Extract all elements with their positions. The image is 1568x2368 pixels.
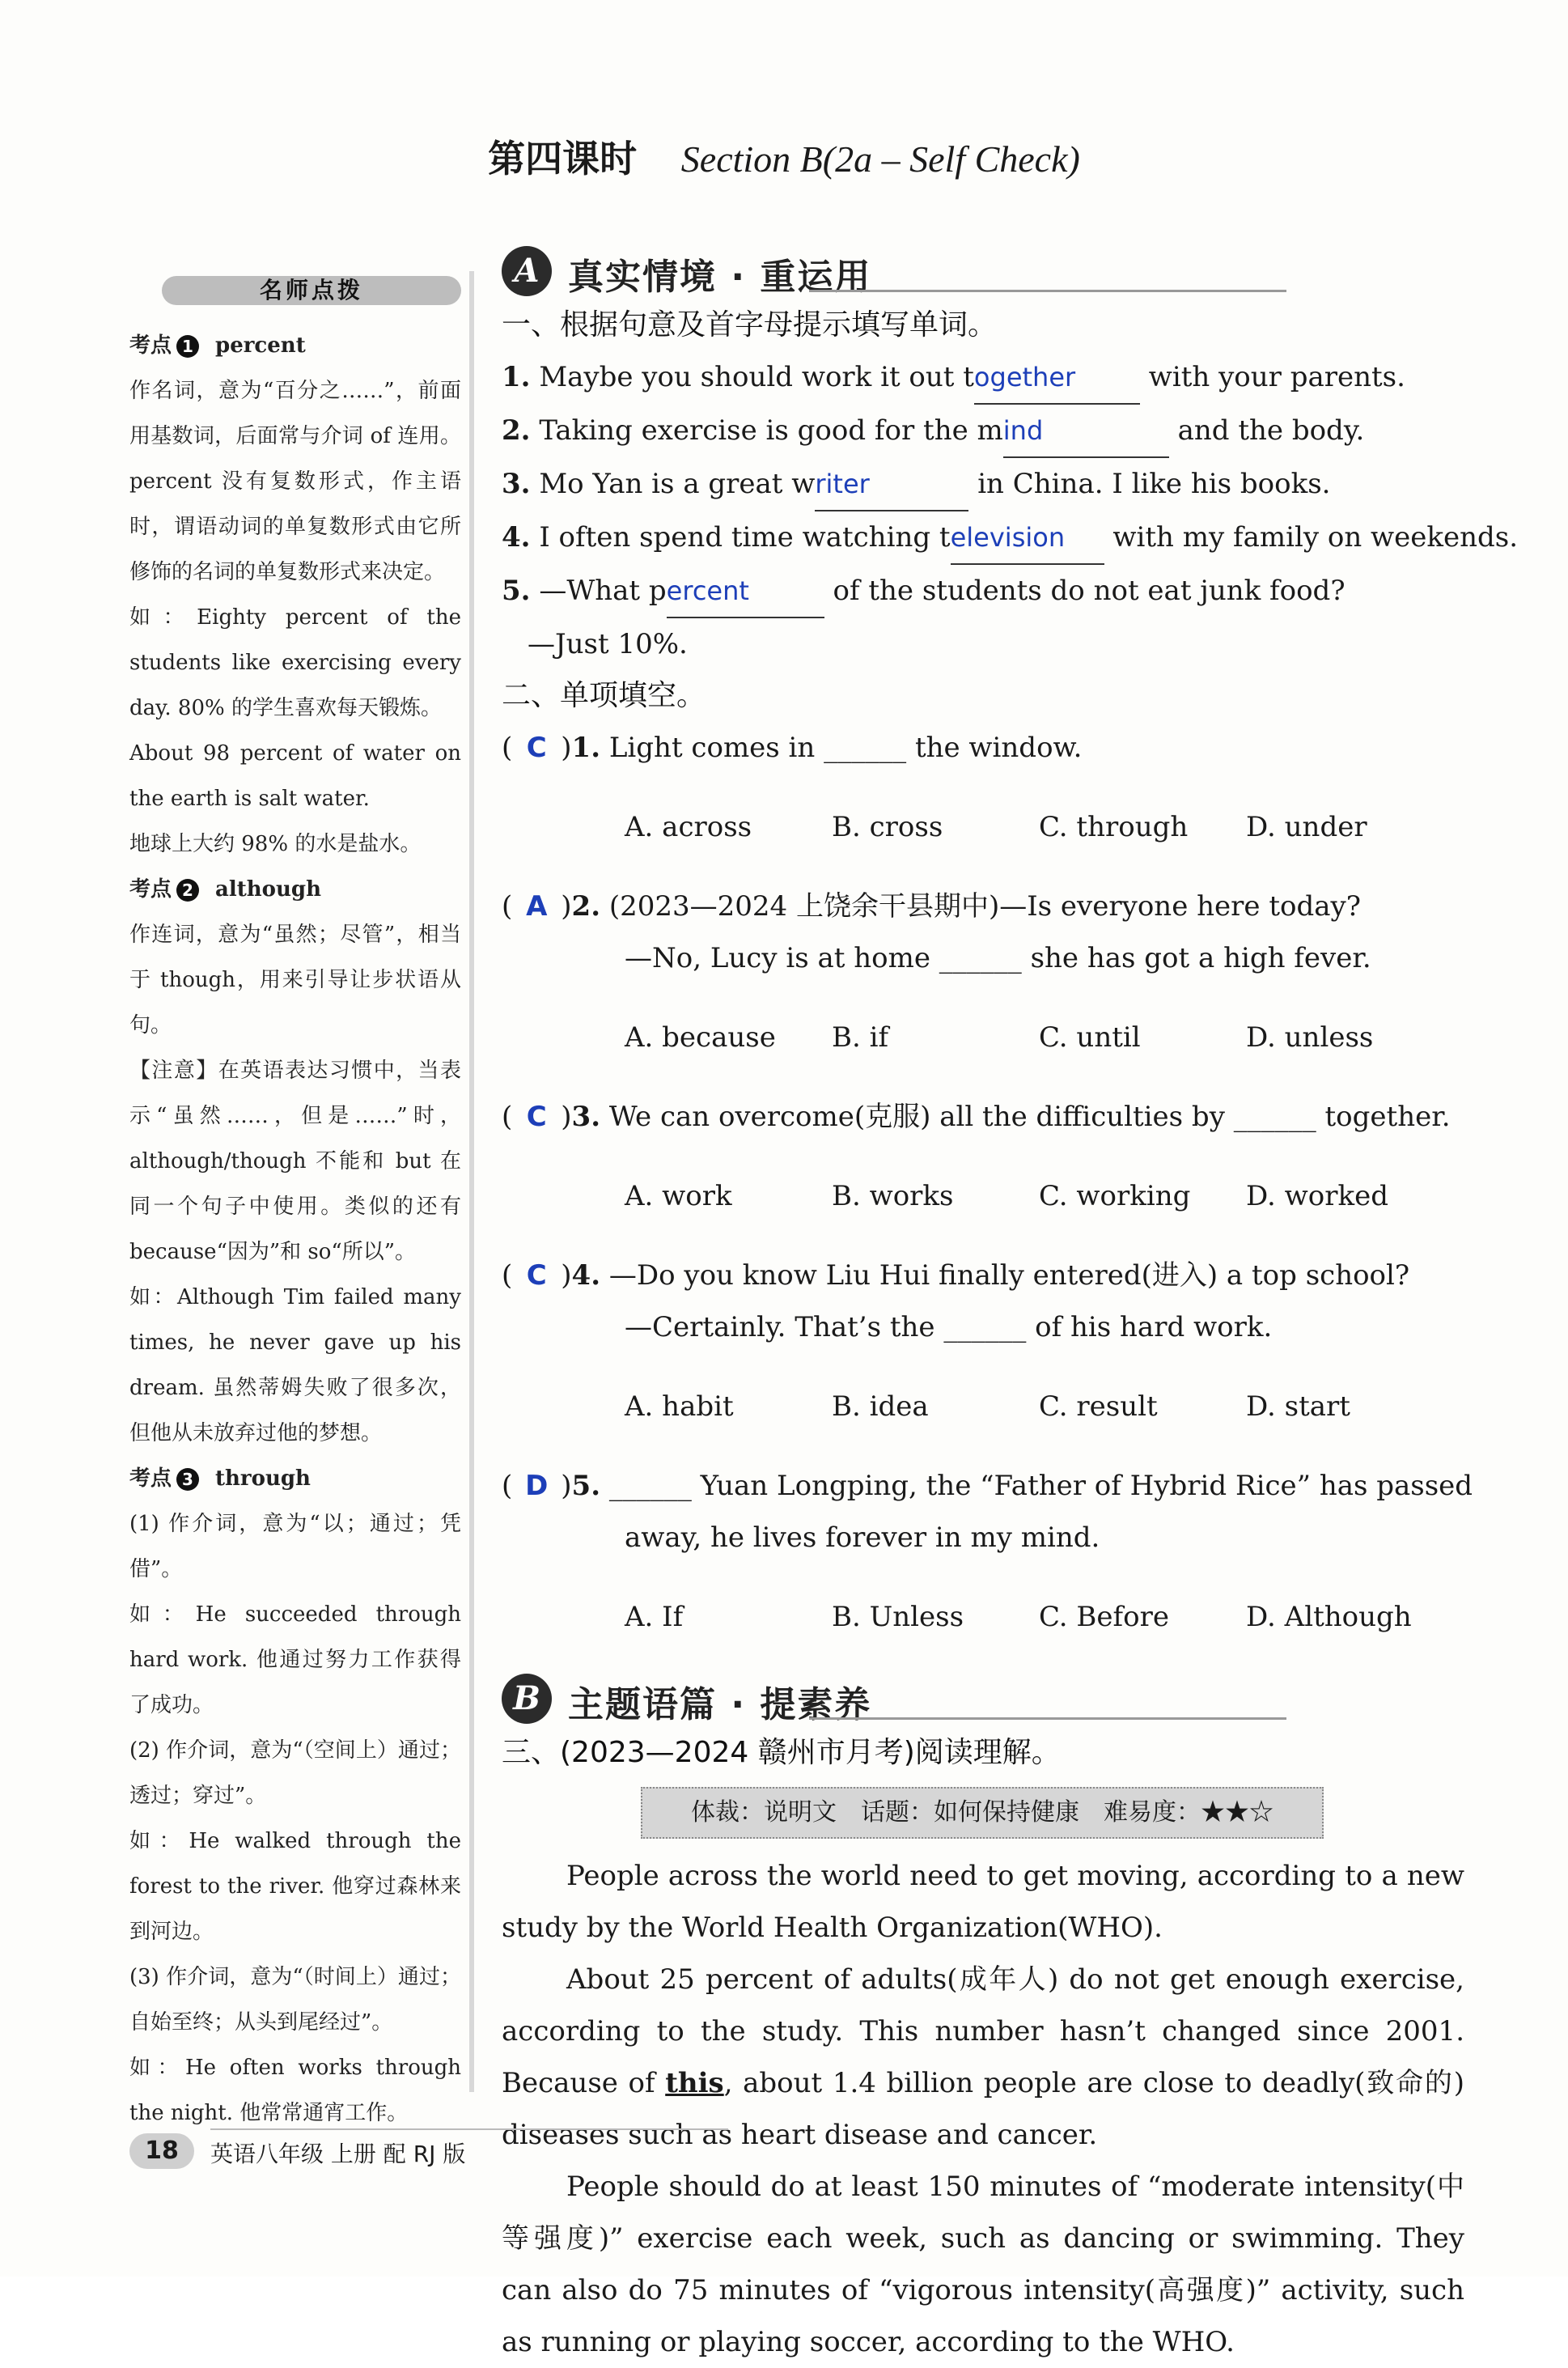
option[interactable]: C. working: [1039, 1180, 1191, 1212]
page-number: 18: [129, 2133, 194, 2169]
answer-text: riter: [815, 469, 870, 499]
section-a-badge: A: [502, 246, 552, 296]
mc-question-4-line-2: —Certainly. That’s the ______ of his hard work.: [625, 1311, 1273, 1343]
divider: [809, 1717, 1286, 1720]
part-2-heading: 二、单项填空。: [502, 679, 706, 712]
selected-answer[interactable]: C: [526, 1101, 547, 1133]
keypoint-2-heading: [129, 867, 461, 912]
mc-question-1: ( C )1. Light comes in ______ the window.: [502, 732, 1083, 764]
option[interactable]: D. unless: [1246, 1021, 1374, 1054]
keypoint-2-text: 作连词，意为“虽然；尽管”，相当于 though，用来引导让步状语从句。: [129, 923, 461, 1038]
item-text: —What p: [539, 575, 667, 607]
mc-question-5-line-2: away, he lives forever in my mind.: [625, 1521, 1100, 1554]
selected-answer[interactable]: C: [526, 732, 547, 764]
keypoint-3-sense-2-example: 如：He walked through the forest to the river. 他穿过森林来到河边。: [129, 1829, 461, 1944]
item-text: of the students do not eat junk food?: [833, 575, 1346, 607]
item-text: Mo Yan is a great w: [539, 468, 816, 500]
item-text: and the body.: [1177, 414, 1365, 447]
keypoint-1-text: 作名词，意为“百分之……”，前面用基数词，后面常与介词 of 连用。percent 没有复数形式，作主语时，谓语动词的单复数形式由它所修饰的名词的单复数形式来决定。: [129, 379, 461, 584]
item-number: 2.: [502, 414, 531, 447]
part-3-heading: 三、(2023—2024 赣州市月考)阅读理解。: [502, 1736, 1061, 1769]
option[interactable]: B. idea: [832, 1390, 929, 1423]
answer-blank[interactable]: [815, 458, 968, 511]
part-1-heading: 一、根据句意及首字母提示填写单词。: [502, 308, 998, 342]
keypoint-number: 2: [176, 879, 199, 902]
keypoint-number: 3: [176, 1468, 199, 1491]
mc-question-3: ( C )3. We can overcome(克服) all the difficulties by ______ together.: [502, 1101, 1451, 1133]
option[interactable]: D. worked: [1246, 1180, 1388, 1212]
question-stem: We can overcome(克服) all the difficulties by ______ together.: [608, 1101, 1451, 1133]
keypoint-label: 考点: [129, 1466, 172, 1491]
selected-answer[interactable]: C: [526, 1259, 547, 1292]
item-number: 3.: [502, 468, 531, 500]
option[interactable]: B. cross: [832, 811, 943, 843]
sidebar-header: [129, 271, 469, 310]
keypoint-word: percent: [215, 333, 306, 358]
option[interactable]: A. If: [625, 1601, 684, 1633]
passage-paragraph-1: People across the world need to get moving, according to a new study by the World Health Organization(WHO).: [502, 1860, 1464, 1944]
item-text: with your parents.: [1148, 361, 1405, 393]
option[interactable]: D. under: [1246, 811, 1367, 843]
section-b-title: 主题语篇 · 提素养: [568, 1684, 872, 1725]
keypoint-label: 考点: [129, 333, 172, 358]
item-text: with my family on weekends.: [1112, 521, 1519, 554]
answer-text: ogether: [973, 362, 1076, 393]
page-footer: [129, 2128, 599, 2177]
answer-blank[interactable]: [951, 511, 1104, 565]
option[interactable]: A. because: [625, 1021, 776, 1054]
mc-question-2: ( A )2. (2023—2024 上饶余干县期中)—Is everyone here today?: [502, 890, 1361, 923]
option[interactable]: D. start: [1246, 1390, 1350, 1423]
question-stem: ______ Yuan Longping, the “Father of Hybrid Rice” has passed: [608, 1470, 1473, 1502]
section-a-header: [502, 243, 1464, 299]
section-a-title: 真实情境 · 重运用: [568, 257, 872, 298]
keypoint-word: although: [215, 877, 321, 902]
underlined-word: this: [665, 2067, 724, 2099]
keypoint-word: through: [215, 1466, 311, 1491]
passage-paragraph-3: People should do at least 150 minutes of “moderate intensity(中等强度)” exercise each week, such as dancing or swimming. They can also do 75 minutes of “vigorous intensity(高强度)” activity, such as running or playing soccer, according to the WHO.: [502, 2171, 1464, 2358]
section-b-header: [502, 1670, 1464, 1727]
keypoint-3-sense-3: (3) 作介词，意为“（时间上）通过；自始至终；从头到尾经过”。: [129, 1965, 461, 2035]
option[interactable]: D. Although: [1246, 1601, 1412, 1633]
answer-blank[interactable]: [974, 351, 1140, 405]
item-text: Taking exercise is good for the m: [539, 414, 1003, 447]
paragraph-text: About 25 percent of adults(成年人) do not get enough exercise, according to the study. This number hasn’t changed since 2001. Because of: [502, 1963, 1464, 2099]
keypoint-1-example-1: 如：Eighty percent of the students like exercising every day. 80% 的学生喜欢每天锻炼。: [129, 605, 461, 720]
item-number: 2.: [571, 890, 601, 923]
fill-item-5: [502, 565, 1464, 618]
selected-answer[interactable]: A: [526, 890, 548, 923]
keypoint-2-note: 【注意】在英语表达习惯中，当表示“虽然……，但是……”时，although/though 不能和 but 在同一个句子中使用。类似的还有 because“因为”和 so“所以”。: [129, 1059, 461, 1264]
mc-question-5: ( D )5. ______ Yuan Longping, the “Father of Hybrid Rice” has passed: [502, 1470, 1473, 1502]
mc-options-5: [502, 1591, 1464, 1643]
sidebar-body: [129, 323, 469, 2136]
question-stem: Light comes in ______ the window.: [608, 732, 1083, 764]
option[interactable]: B. works: [832, 1180, 954, 1212]
fill-item-1: [502, 351, 1464, 405]
mc-options-3: [502, 1170, 1464, 1222]
answer-blank[interactable]: [667, 565, 824, 618]
sidebar-title: 名师点拨: [162, 276, 461, 305]
item-text: I often spend time watching t: [539, 521, 951, 554]
book-info: 英语八年级 上册 配 RJ 版: [210, 2141, 466, 2167]
selected-answer[interactable]: D: [525, 1470, 549, 1502]
option[interactable]: A. habit: [625, 1390, 734, 1423]
option[interactable]: A. across: [625, 811, 752, 843]
page-title: [0, 129, 1568, 183]
mc-options-2: [502, 1012, 1464, 1063]
mc-options-1: [502, 801, 1464, 853]
question-stem: (2023—2024 上饶余干县期中)—Is everyone here today?: [608, 890, 1361, 923]
keypoint-3-heading: [129, 1456, 461, 1501]
option[interactable]: C. result: [1039, 1390, 1158, 1423]
item-number: 1.: [571, 732, 601, 764]
main-column: [502, 243, 1519, 2368]
teacher-tips-sidebar: [129, 271, 474, 2125]
keypoint-number: 1: [176, 335, 199, 358]
option[interactable]: B. if: [832, 1021, 889, 1054]
paragraph-text: , about 1.4 billion people are close to deadly(致命的) diseases such as heart disease and cancer.: [502, 2067, 1464, 2151]
item-number: 5.: [502, 575, 531, 607]
option[interactable]: A. work: [625, 1180, 732, 1212]
mc-question-2-line-2: —No, Lucy is at home ______ she has got a high fever.: [625, 942, 1371, 974]
question-stem: —Do you know Liu Hui finally entered(进入) a top school?: [608, 1259, 1410, 1292]
mc-question-4: ( C )4. —Do you know Liu Hui finally entered(进入) a top school?: [502, 1259, 1410, 1292]
option[interactable]: C. through: [1039, 811, 1189, 843]
fill-item-2: [502, 405, 1464, 458]
keypoint-1-example-2: About 98 percent of water on the earth is salt water.: [129, 741, 461, 811]
item-text: in China. I like his books.: [977, 468, 1331, 500]
title-chinese: 第四课时: [488, 137, 638, 180]
section-b-badge: B: [502, 1674, 552, 1724]
item-number: 4.: [571, 1259, 601, 1292]
item-number: 1.: [502, 361, 531, 393]
option[interactable]: C. Before: [1039, 1601, 1169, 1633]
item-text: Maybe you should work it out t: [539, 361, 974, 393]
footer-rule: [210, 2128, 728, 2130]
option[interactable]: B. Unless: [832, 1601, 964, 1633]
keypoint-3-sense-3-example: 如：He often works through the night. 他常常通宵工作。: [129, 2056, 461, 2125]
answer-blank[interactable]: [1003, 405, 1169, 458]
mc-options-4: [502, 1381, 1464, 1432]
keypoint-3-sense-1-example: 如：He succeeded through hard work. 他通过努力工作获得了成功。: [129, 1602, 461, 1717]
keypoint-label: 考点: [129, 877, 172, 902]
answer-text: ind: [1002, 415, 1044, 446]
keypoint-1-heading: [129, 323, 461, 368]
item-number: 4.: [502, 521, 531, 554]
answer-text: ercent: [666, 575, 749, 606]
fill-item-3: [502, 458, 1464, 511]
keypoint-3-sense-1: (1) 作介词，意为“以；通过；凭借”。: [129, 1512, 461, 1581]
fill-item-4: [502, 511, 1519, 565]
title-english: Section B(2a – Self Check): [680, 138, 1080, 180]
passage-info-box: 体裁：说明文 话题：如何保持健康 难易度：★★☆: [641, 1787, 1324, 1839]
divider: [809, 290, 1286, 292]
keypoint-2-example: 如：Although Tim failed many times, he never gave up his dream. 虽然蒂姆失败了很多次，但他从未放弃过他的梦想。: [129, 1285, 461, 1445]
item-number: 3.: [571, 1101, 601, 1133]
answer-text: elevision: [950, 522, 1066, 553]
item-number: 5.: [571, 1470, 601, 1502]
option[interactable]: C. until: [1039, 1021, 1141, 1054]
fill-item-5-reply: —Just 10%.: [528, 628, 688, 660]
keypoint-3-sense-2: (2) 作介词，意为“（空间上）通过；透过；穿过”。: [129, 1738, 461, 1808]
keypoint-1-example-2-cn: 地球上大约 98% 的水是盐水。: [129, 832, 422, 856]
